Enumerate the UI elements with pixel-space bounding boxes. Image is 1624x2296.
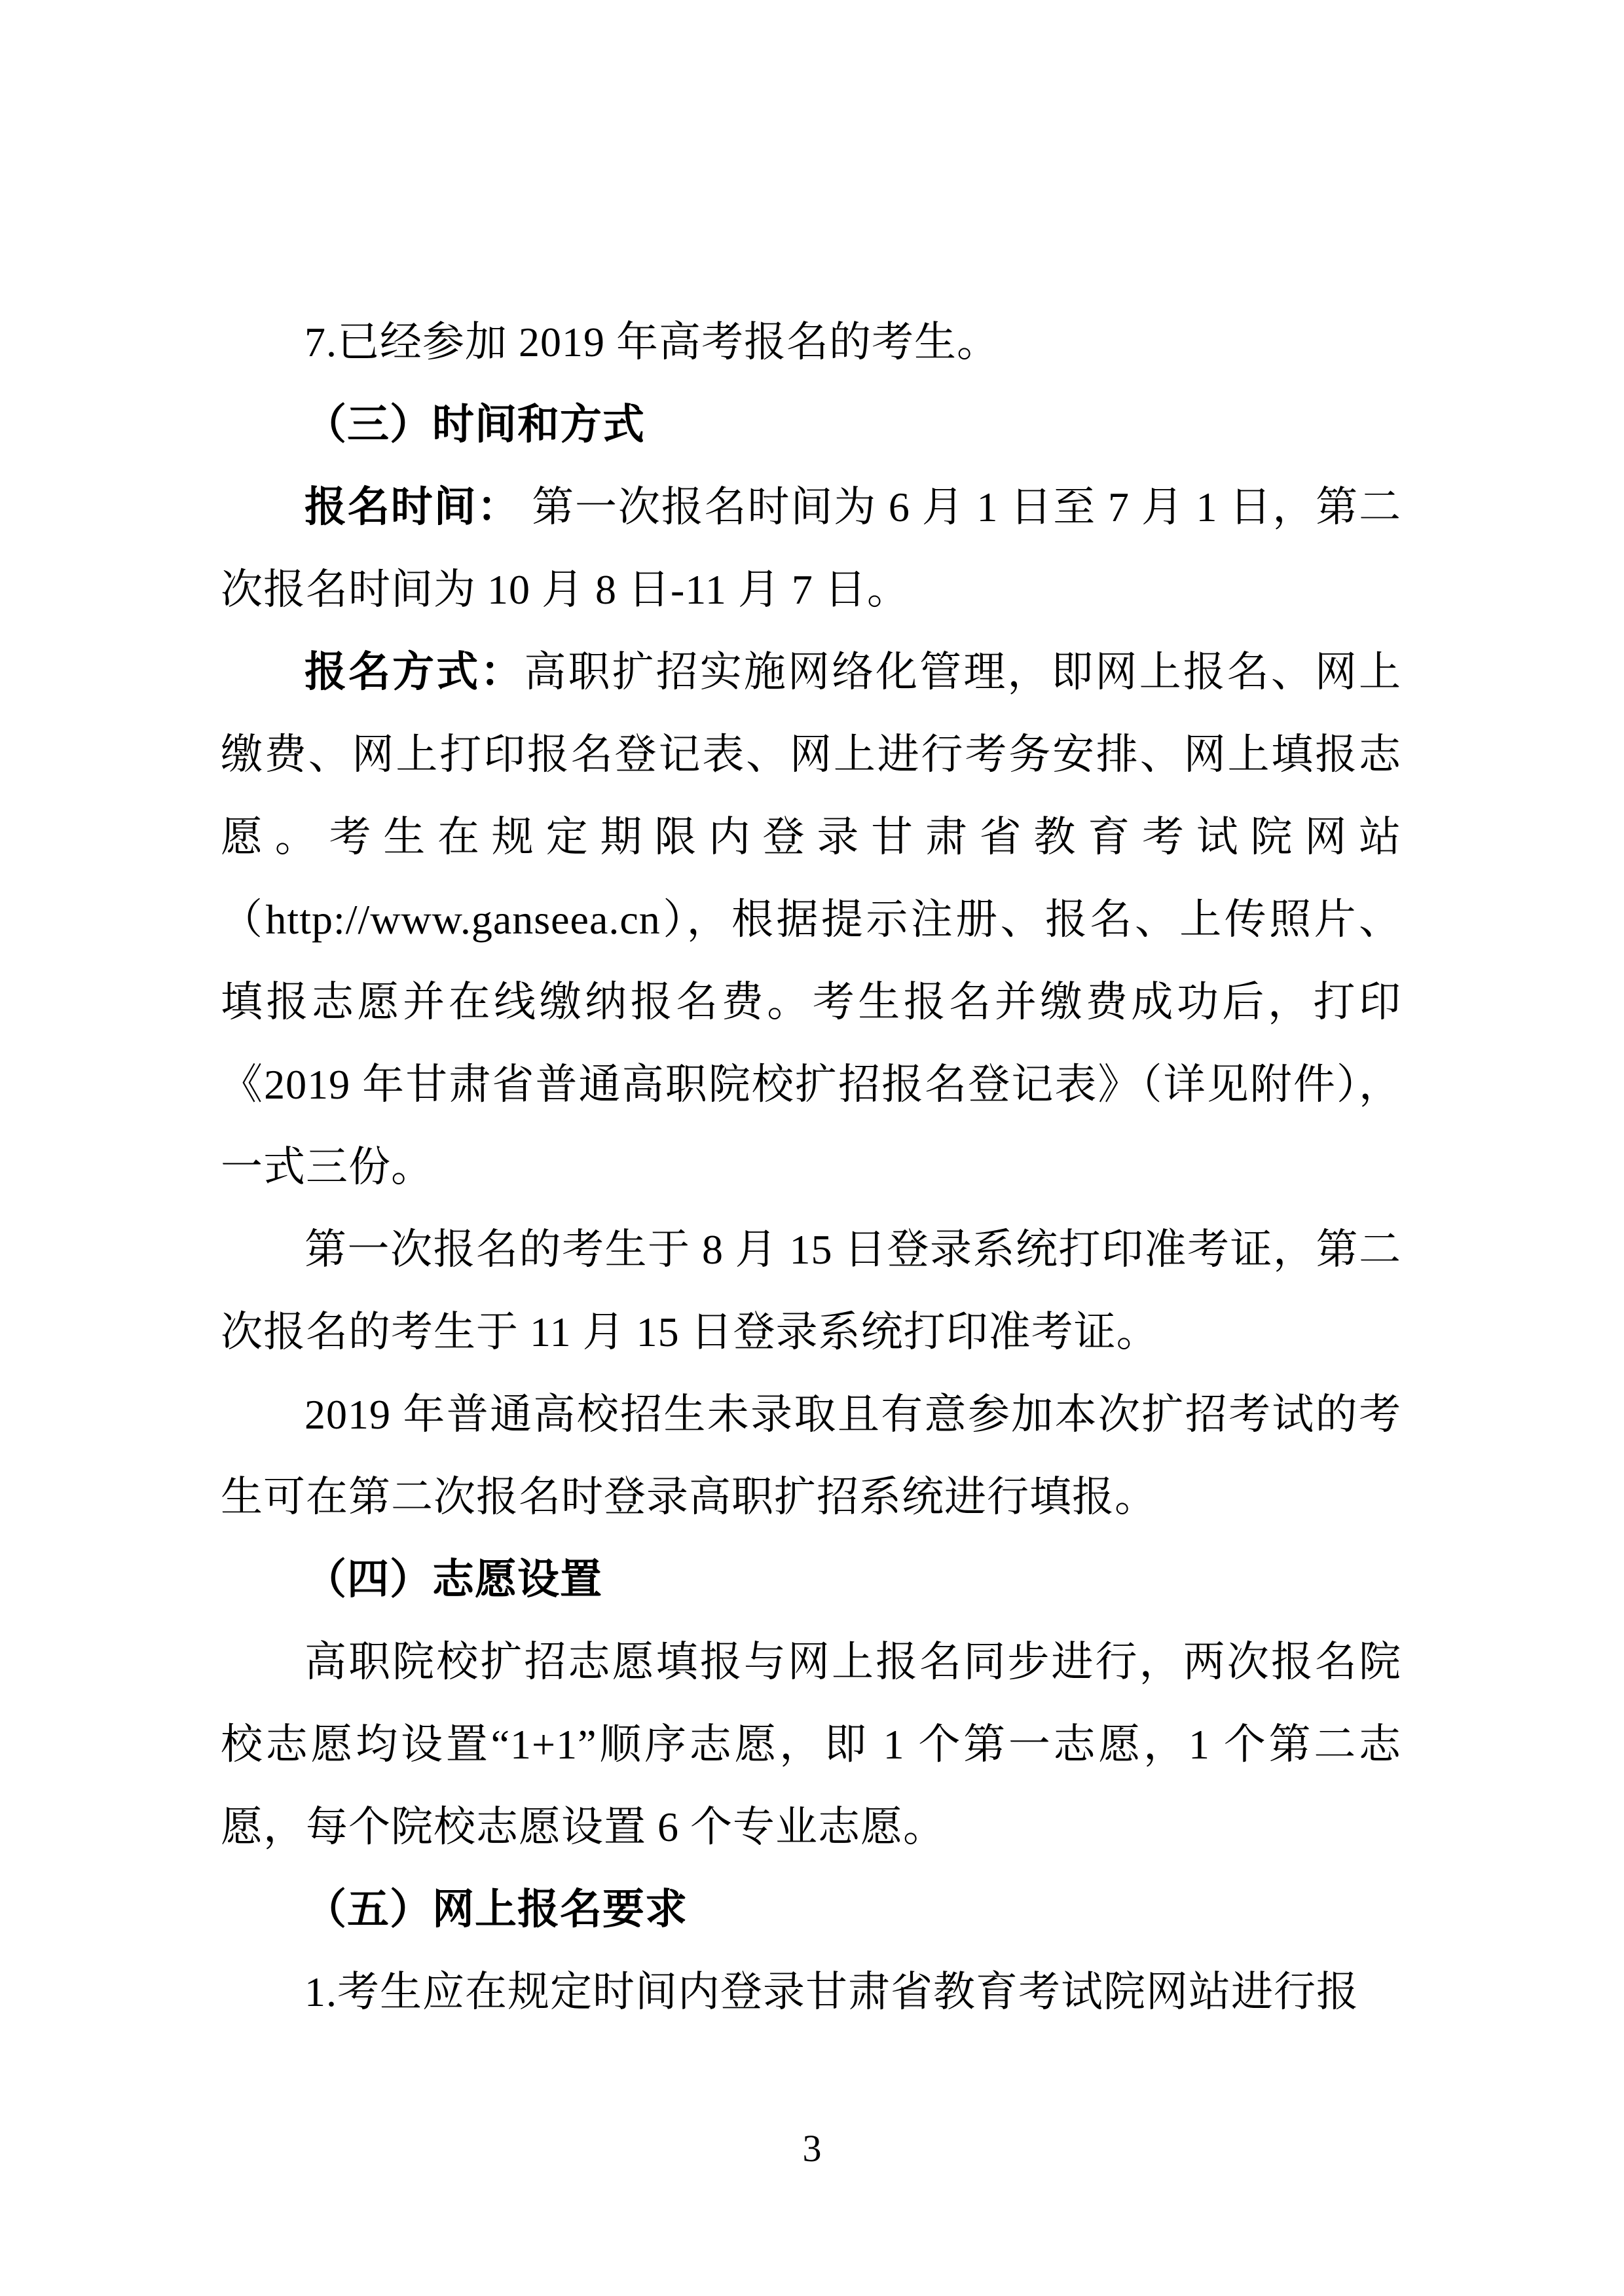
heading-text: （四）志愿设置	[304, 1556, 602, 1603]
heading-section-5-online-registration-requirements	[221, 1868, 1401, 1951]
para-text: 第一次报名的考生于 8 月 15 日登录系统打印准考证，第二次报名的考生于 11 月 15 日登录系统打印准考证。	[221, 1226, 1401, 1355]
label-registration-time: 报名时间：	[304, 484, 521, 530]
para-volunteer-setup-detail	[221, 1621, 1401, 1868]
para-online-registration-step-1	[221, 1951, 1401, 2033]
para-registration-time	[221, 466, 1401, 631]
heading-text: （五）网上报名要求	[304, 1886, 688, 1933]
para-text: 1.考生应在规定时间内登录甘肃省教育考试院网站进行报	[304, 1969, 1359, 2015]
label-registration-method: 报名方式：	[304, 649, 525, 695]
para-text: 高职院校扩招志愿填报与网上报名同步进行，两次报名院校志愿均设置“1+1”顺序志愿，即 1 个第一志愿，1 个第二志愿，每个院校志愿设置 6 个专业志愿。	[221, 1639, 1401, 1850]
heading-section-3-time-and-method	[221, 384, 1401, 466]
para-clause-7	[221, 301, 1401, 384]
heading-text: （三）时间和方式	[304, 401, 645, 448]
heading-section-4-volunteer-setup	[221, 1539, 1401, 1621]
para-text: 高职扩招实施网络化管理，即网上报名、网上缴费、网上打印报名登记表、网上进行考务安排、网上填报志愿。考生在规定期限内登录甘肃省教育考试院网站（http://www.ganseea.cn），根据提示注册、报名、上传照片、填报志愿并在线缴纳报名费。考生报名并缴费成功后，打印《2019 年甘肃省普通高职院校扩招报名登记表》（详见附件），一式三份。	[221, 649, 1402, 1190]
para-text: 2019 年普通高校招生未录取且有意参加本次扩招考试的考生可在第二次报名时登录高职扩招系统进行填报。	[221, 1391, 1401, 1520]
page-number: 3	[802, 2127, 822, 2170]
para-text: 7.已经参加 2019 年高考报名的考生。	[304, 319, 999, 365]
document-body	[221, 301, 1401, 2033]
para-second-registration-note	[221, 1374, 1401, 1539]
para-registration-method	[221, 631, 1401, 1209]
para-print-admission-ticket	[221, 1209, 1401, 1374]
para-text: 第一次报名时间为 6 月 1 日至 7 月 1 日，第二次报名时间为 10 月 8 日-11 月 7 日。	[221, 484, 1402, 613]
